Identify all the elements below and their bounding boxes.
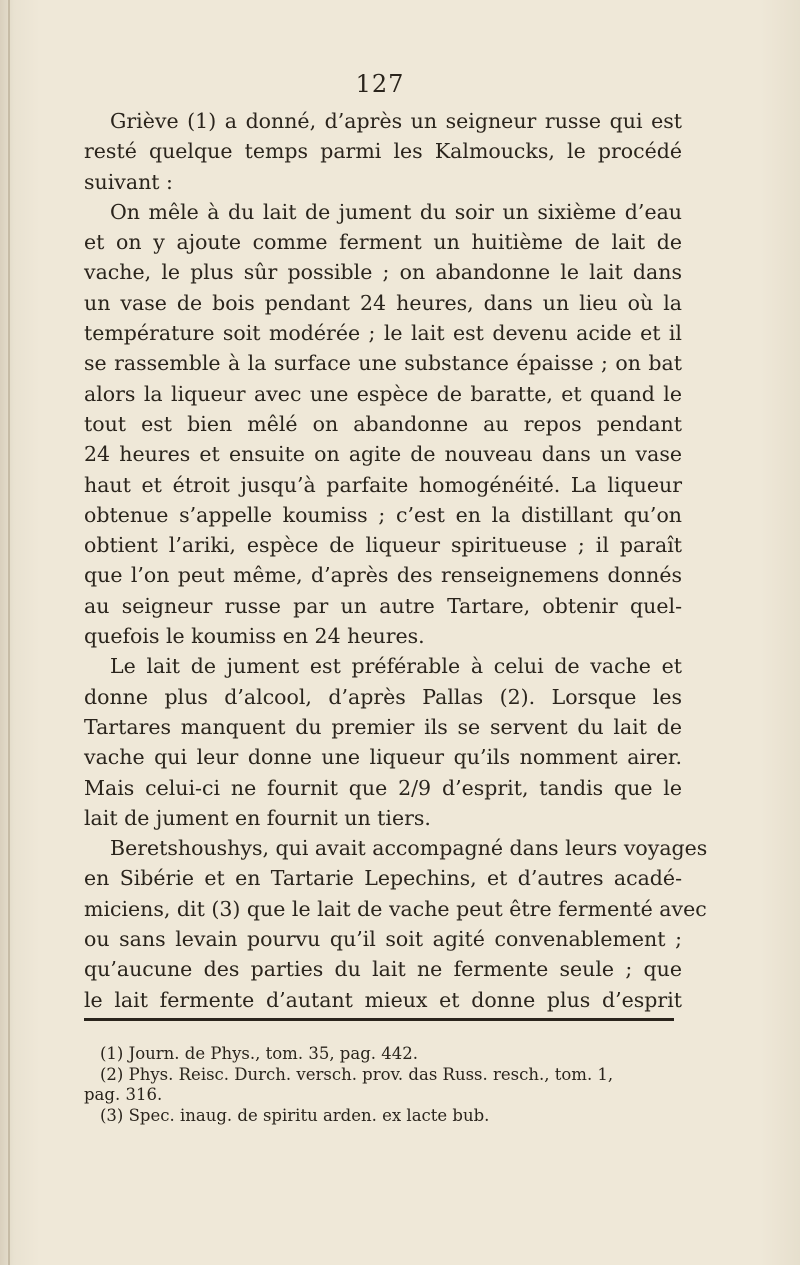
text-line: miciens, dit (3) que le lait de vache peut être fermenté avec <box>84 896 707 921</box>
text-line: vache qui leur donne une liqueur qu’ils nomment airer. <box>84 745 682 770</box>
text-line: au seigneur russe par un autre Tartare, obtenir quel- <box>84 593 682 618</box>
text-line: haut et étroit jusqu’à parfaite homogénéité. La liqueur <box>84 472 682 497</box>
page-number: 127 <box>355 70 405 98</box>
text-line: Tartares manquent du premier ils se servent du lait de <box>84 714 682 739</box>
footnote-line: (3) Spec. inaug. de spiritu arden. ex lacte bub. <box>100 1105 490 1125</box>
text-line: se rassemble à la surface une substance épaisse ; on bat <box>84 351 682 376</box>
text-line: ou sans levain pourvu qu’il soit agité convenablement ; <box>84 927 682 952</box>
body-text <box>84 106 708 1015</box>
footnote-line: (1) Journ. de Phys., tom. 35, pag. 442. <box>100 1044 418 1063</box>
text-line: que l’on peut même, d’après des renseignemens donnés <box>84 563 682 588</box>
text-line: qu’aucune des parties du lait ne fermente seule ; que <box>84 957 682 982</box>
text-line: obtenue s’appelle koumiss ; c’est en la distillant qu’on <box>84 502 682 527</box>
text-line: et on y ajoute comme ferment un huitième de lait de <box>84 230 682 255</box>
footnotes <box>84 1044 684 1126</box>
text-line: Grièvе (1) a donné, d’après un seigneur russe qui est <box>110 109 682 133</box>
text-line: lait de jument en fournit un tiers. <box>84 805 431 830</box>
text-line: On mêle à du lait de jument du soir un sixième d’eau <box>110 199 682 224</box>
text-line: obtient l’ariki, espèce de liqueur spiritueuse ; il paraît <box>84 533 682 558</box>
text-line: température soit modérée ; le lait est devenu acide et il <box>84 321 682 346</box>
text-line: suivant : <box>84 169 173 194</box>
text-line: alors la liqueur avec une espèce de baratte, et quand le <box>84 381 682 406</box>
footnote-line: (2) Phys. Reisc. Durch. versch. prov. das Russ. resch., tom. 1, <box>100 1064 614 1084</box>
page-binding-edge <box>8 0 10 1265</box>
footnote-rule <box>84 1018 674 1021</box>
text-line: en Sibérie et en Tartarie Lepechins, et d’autres acadé- <box>84 866 682 891</box>
text-line: vache, le plus sûr possible ; on abandonne le lait dans <box>84 260 682 285</box>
text-line: quefois le koumiss en 24 heures. <box>84 624 425 649</box>
footnote-line: pag. 316. <box>84 1085 163 1104</box>
text-line: Mais celui-ci ne fournit que 2/9 d’esprit, tandis que le <box>84 775 682 800</box>
text-line: Beretshoushys, qui avait accompagné dans leurs voyages <box>110 836 708 861</box>
text-line: Le lait de jument est préférable à celui de vache et <box>110 654 682 679</box>
text-line: un vase de bois pendant 24 heures, dans un lieu où la <box>84 290 682 315</box>
text-line: le lait fermente d’autant mieux et donne plus d’esprit <box>84 987 682 1012</box>
text-line: 24 heures et ensuite on agite de nouveau dans un vase <box>84 442 682 467</box>
text-line: donne plus d’alcool, d’après Pallas (2). Lorsque les <box>84 684 682 709</box>
text-line: tout est bien mêlé on abandonne au repos pendant <box>84 411 682 436</box>
text-line: resté quelque temps parmi les Kalmoucks, le procédé <box>84 139 682 164</box>
